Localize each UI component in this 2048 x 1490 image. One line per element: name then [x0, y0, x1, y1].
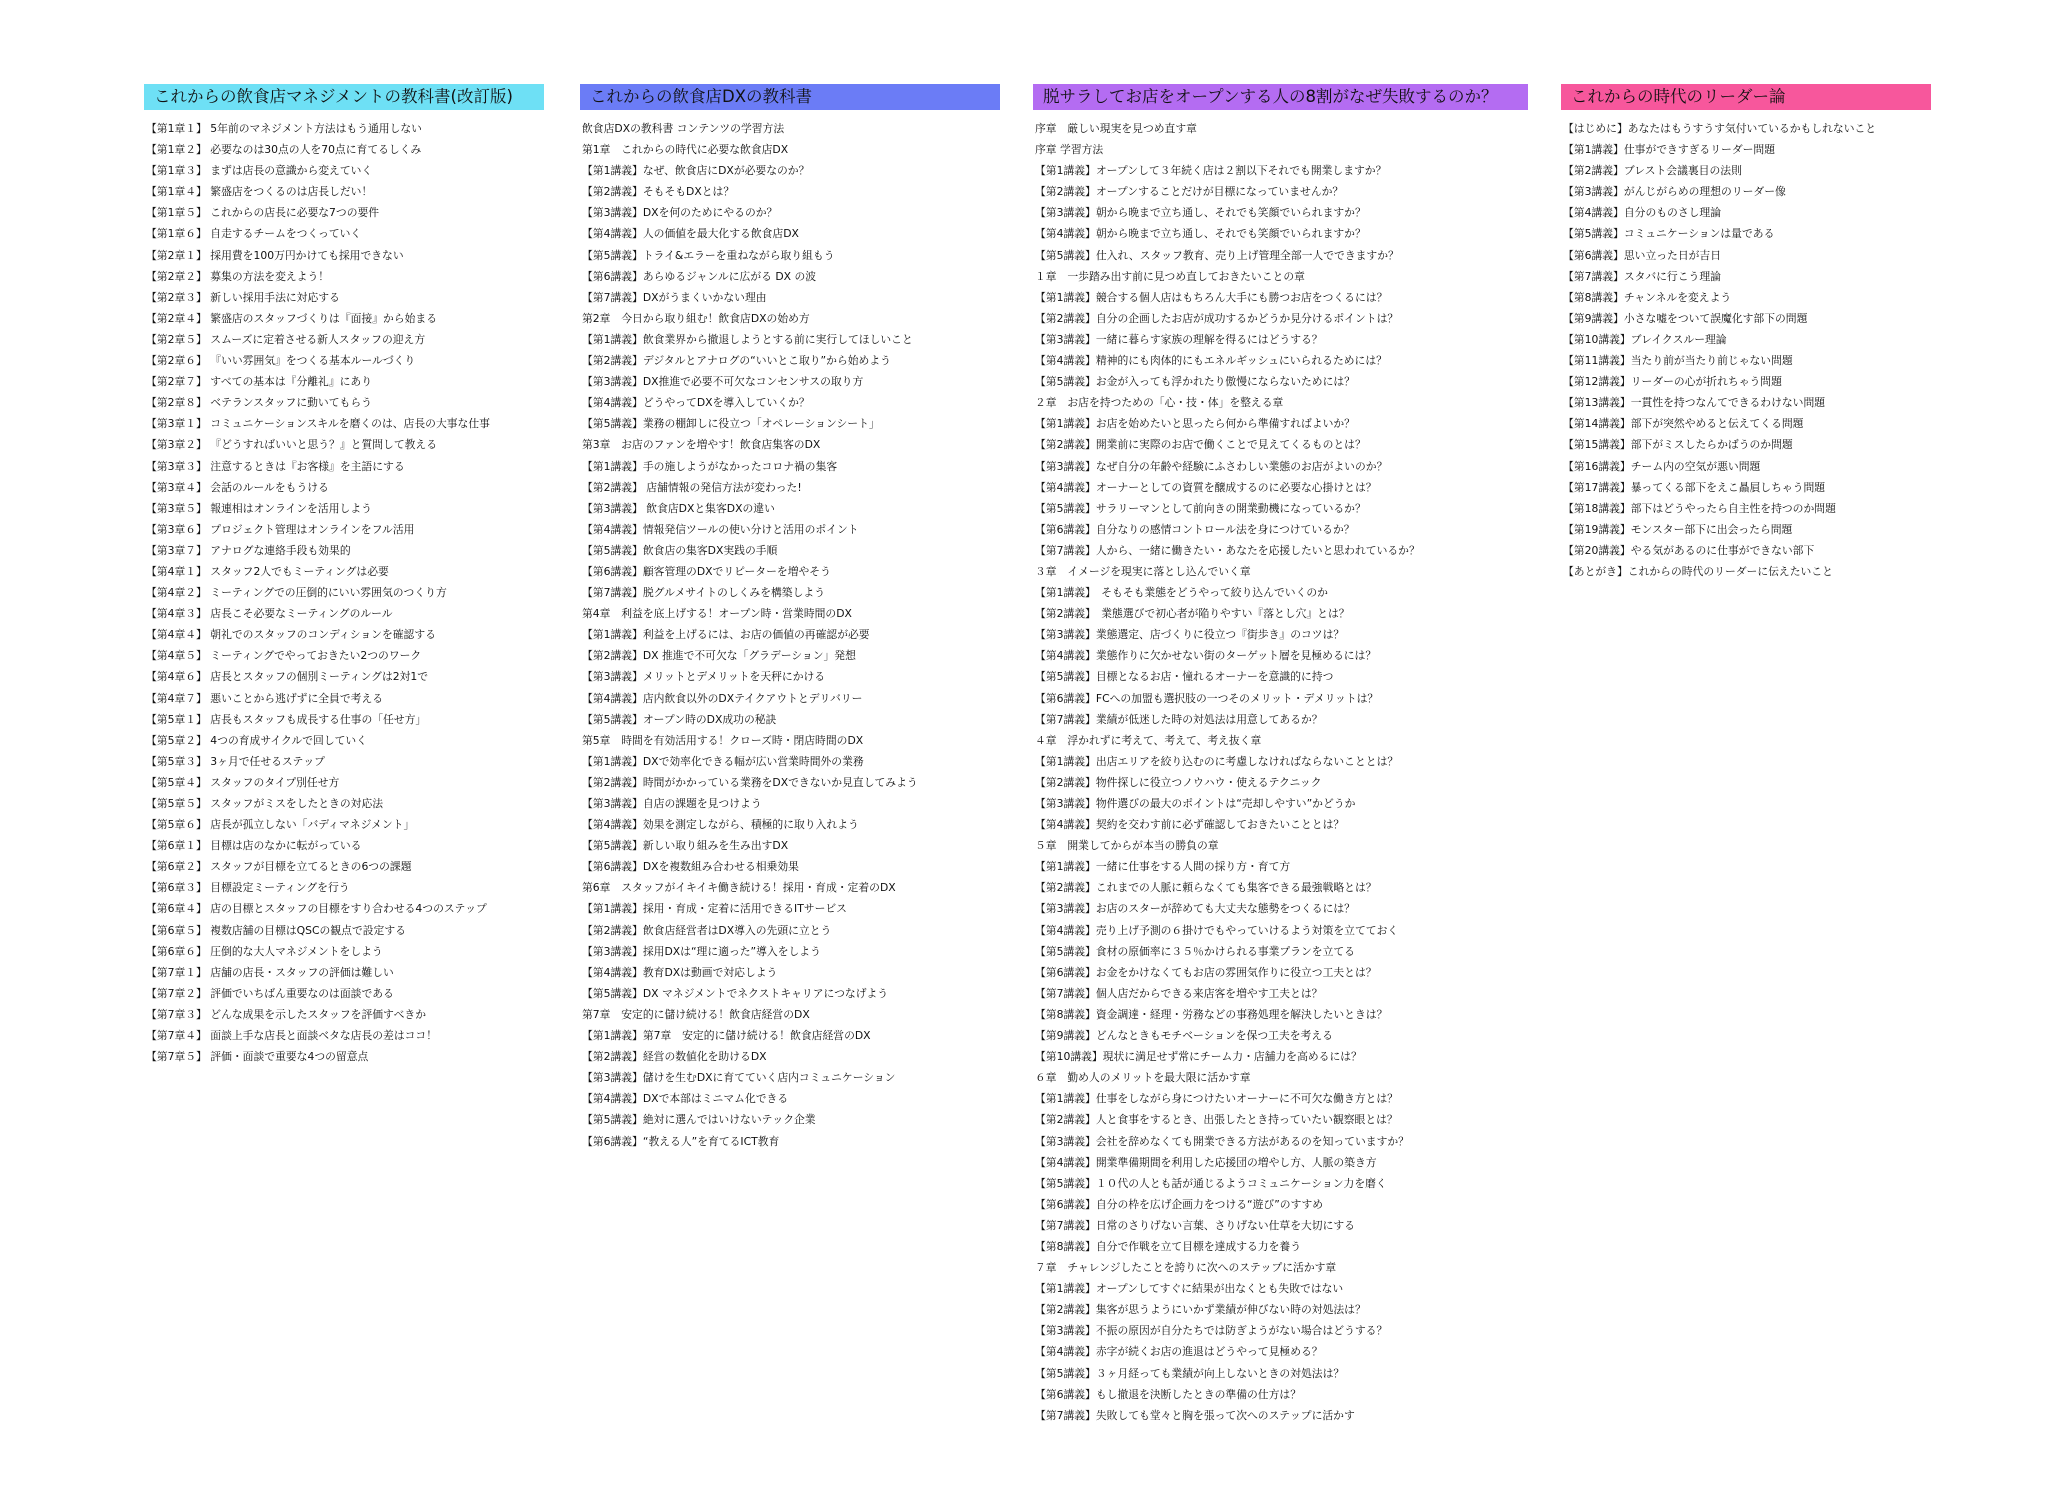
list-item: 【第5講義】業務の棚卸しに役立つ「オペレーションシート」 — [582, 417, 880, 431]
list-item: 【第5章１】 店長もスタッフも成長する仕事の「任せ方」 — [146, 712, 427, 726]
list-item: 【第2講義】 業態選びで初心者が陥りやすい『落とし穴』とは？ — [1035, 607, 1350, 621]
list-item: 【第3講義】DX推進で必要不可欠なコンセンサスの取り方 — [582, 375, 864, 389]
list-item: 【第4章４】 朝礼でのスタッフのコンディションを確認する — [146, 628, 436, 642]
list-item: 【第18講義】部下はどうやったら自主性を持つのか問題 — [1563, 501, 1836, 515]
list-item: 【第6講義】思い立った日が吉日 — [1563, 248, 1722, 262]
chapter-list — [580, 118, 1000, 1152]
column-restaurant-management — [144, 84, 544, 1067]
list-item: 【第9講義】小さな嘘をついて誤魔化す部下の問題 — [1563, 311, 1808, 325]
list-item: 【第2講義】ブレスト会議裏目の法則 — [1563, 164, 1742, 178]
list-item: 【第7講義】業績が低迷した時の対処法は用意してあるか？ — [1035, 712, 1323, 726]
list-item: 【第2章６】 『いい雰囲気』をつくる基本ルールづくり — [146, 354, 416, 368]
list-item: 【第3講義】 飲食店DXと集客DXの違い — [582, 501, 775, 515]
list-item: 第1章 これからの時代に必要な飲食店DX — [582, 143, 789, 157]
list-item: 【第6章６】 圧倒的な大人マネジメントをしよう — [146, 944, 383, 958]
list-item: 【第1講義】一緒に仕事をする人間の採り方・育て方 — [1035, 860, 1291, 874]
list-item: 【第6章４】 店の目標とスタッフの目標をすり合わせる4つのステップ — [146, 902, 487, 916]
list-item: 【第2章２】 募集の方法を変えよう！ — [146, 269, 330, 283]
list-item: 【第3章１】 コミュニケーションスキルを磨くのは、店長の大事な仕事 — [146, 417, 490, 431]
list-item: ７章 チャレンジしたことを誇りに次へのステップに活かす章 — [1035, 1261, 1337, 1275]
list-item: 【第15講義】部下がミスしたらかばうのか問題 — [1563, 438, 1793, 452]
list-item: 【第3講義】朝から晩まで立ち通し、それでも笑顔でいられますか？ — [1035, 206, 1366, 220]
list-item: 【第7章３】 どんな成果を示したスタッフを評価すべきか — [146, 1007, 427, 1021]
list-item: 【第5講義】１０代の人とも話が通じるようコミュニケーション力を磨く — [1035, 1176, 1387, 1190]
list-item: 【第2講義】物件探しに役立つノウハウ・使えるテクニック — [1035, 775, 1322, 789]
list-item: 【第2講義】そもそもDXとは？ — [582, 185, 735, 199]
list-item: 【第5講義】飲食店の集客DX実践の手順 — [582, 543, 778, 557]
list-item: 【第1講義】 そもそも業態をどうやって絞り込んでいくのか — [1035, 586, 1328, 600]
list-item: 【第5章３】 3ヶ月で任せるステップ — [146, 754, 325, 768]
list-item: 【第2講義】集客が思うようにいかず業績が伸びない時の対処法は？ — [1035, 1303, 1366, 1317]
list-item: 【第1章５】 これからの店長に必要な7つの要件 — [146, 206, 380, 220]
list-item: 【第17講義】暴ってくる部下をえこ贔屓しちゃう問題 — [1563, 480, 1826, 494]
list-item: 飲食店DXの教科書 コンテンツの学習方法 — [582, 122, 785, 135]
list-item: 【第2講義】デジタルとアナログの“いいとこ取り”から始めよう — [582, 354, 891, 368]
list-item: 【第5講義】絶対に選んではいけないテック企業 — [582, 1113, 816, 1127]
list-item: 【第19講義】モンスター部下に出会ったら問題 — [1563, 522, 1793, 536]
list-item: 【第2章５】 スムーズに定着させる新人スタッフの迎え方 — [146, 332, 426, 346]
list-item: ４章 浮かれずに考えて、考えて、考え抜く章 — [1035, 733, 1262, 747]
list-item: 【第14講義】部下が突然やめると伝えてくる問題 — [1563, 417, 1804, 431]
list-item: 【第4講義】人の価値を最大化する飲食店DX — [582, 227, 799, 241]
list-item: 【第7講義】日常のさりげない言葉、さりげない仕草を大切にする — [1035, 1218, 1355, 1232]
list-item: 【第3講義】なぜ自分の年齢や経験にふさわしい業態のお店がよいのか？ — [1035, 459, 1388, 473]
list-item: 【第1講義】DXで効率化できる幅が広い営業時間外の業務 — [582, 754, 864, 768]
list-item: 第4章 利益を底上げする！オープン時・営業時間のDX — [582, 607, 852, 621]
list-item: 【第5講義】３ヶ月経っても業績が向上しないときの対処法は？ — [1035, 1366, 1345, 1380]
list-item: 【第4章２】 ミーティングでの圧倒的にいい雰囲気のつくり方 — [146, 586, 447, 600]
list-item: 【第4章３】 店長こそ必要なミーティングのルール — [146, 607, 393, 621]
list-item: 【第1講義】出店エリアを絞り込むのに考慮しなければならないこととは？ — [1035, 754, 1399, 768]
list-item: 【第8講義】自分で作戦を立て目標を達成する力を養う — [1035, 1239, 1301, 1253]
list-item: 【第1講義】飲食業界から撤退しようとする前に実行してほしいこと — [582, 332, 913, 346]
list-item: 【第3章３】 注意するときは『お客様』を主語にする — [146, 459, 405, 473]
list-item: 【第5講義】食材の原価率に３５％かけられる事業プランを立てる — [1035, 944, 1355, 958]
list-item: 【第1章２】 必要なのは30点の人を70点に育てるしくみ — [146, 143, 422, 157]
list-item: 【第3講義】採用DXは“理に適った”導入をしよう — [582, 944, 821, 958]
list-item: 【第5講義】仕入れ、スタッフ教育、売り上げ管理全部一人でできますか？ — [1035, 248, 1399, 262]
list-item: 【第7講義】個人店だからできる来店客を増やす工夫とは？ — [1035, 986, 1323, 1000]
list-item: 【第6章２】 スタッフが目標を立てるときの6つの課題 — [146, 860, 412, 874]
list-item: 【第1講義】第7章 安定的に儲け続ける！飲食店経営のDX — [582, 1029, 871, 1043]
list-item: 【第3章５】 報連相はオンラインを活用しよう — [146, 501, 372, 515]
column-title: これからの時代のリーダー論 — [1561, 84, 1931, 110]
column-restaurant-dx — [580, 84, 1000, 1152]
list-item: 【第5章５】 スタッフがミスをしたときの対応法 — [146, 797, 384, 810]
list-item: 【第3講義】業態選定、店づくりに役立つ『街歩き』のコツは？ — [1035, 628, 1345, 642]
list-item: 【第5講義】お金が入っても浮かれたり傲慢にならないためには？ — [1035, 375, 1355, 389]
column-title: これからの飲食店マネジメントの教科書(改訂版) — [144, 84, 544, 110]
list-item: 【第4章５】 ミーティングでやっておきたい2つのワーク — [146, 649, 422, 663]
list-item: 【第4講義】DXで本部はミニマム化できる — [582, 1092, 789, 1106]
list-item: 【第6講義】自分の枠を広げ企画力をつける“遊び”のすすめ — [1035, 1197, 1324, 1211]
list-item: 【第13講義】一貫性を持つなんてできるわけない問題 — [1563, 396, 1826, 410]
list-item: 【第3講義】自店の課題を見つけよう — [582, 797, 762, 810]
list-item: 【第4講義】業態作りに欠かせない街のターゲット層を見極めるには？ — [1035, 649, 1377, 663]
list-item: 第5章 時間を有効活用する！クローズ時・閉店時間のDX — [582, 733, 864, 747]
list-item: 【第9講義】どんなときもモチベーションを保つ工夫を考える — [1035, 1029, 1333, 1043]
list-item: 【第6章３】 目標設定ミーティングを行う — [146, 881, 350, 895]
column-career-change-failure — [1033, 84, 1528, 1426]
list-item: 【第2章８】 ベテランスタッフに動いてもらう — [146, 396, 372, 410]
list-item: 【第3講義】お店のスターが辞めても大丈夫な態勢をつくるには？ — [1035, 902, 1355, 916]
list-item: 【第4講義】朝から晩まで立ち通し、それでも笑顔でいられますか？ — [1035, 227, 1366, 241]
list-item: 【第3章４】 会話のルールをもうける — [146, 480, 329, 494]
list-item: 【第2章１】 採用費を100万円かけても採用できない — [146, 248, 404, 262]
list-item: 【第4講義】開業準備期間を利用した応援団の増やし方、人脈の築き方 — [1035, 1155, 1377, 1169]
list-item: 【第4講義】情報発信ツールの使い分けと活用のポイント — [582, 522, 859, 536]
list-item: 【第7章４】 面談上手な店長と面談ベタな店長の差はココ！ — [146, 1029, 438, 1043]
list-item: 【第3章２】 『どうすればいいと思う？』と質問して教える — [146, 438, 438, 452]
list-item: 【はじめに】あなたはもうすうす気付いているかもしれないこと — [1563, 122, 1877, 135]
list-item: 【第2講義】開業前に実際のお店で働くことで見えてくるものとは？ — [1035, 438, 1366, 452]
list-item: ２章 お店を持つための「心・技・体」を整える章 — [1035, 396, 1284, 410]
list-item: 【第20講義】やる気があるのに仕事ができない部下 — [1563, 543, 1815, 557]
list-item: 【第3講義】DXを何のためにやるのか？ — [582, 206, 778, 220]
list-item: 【第6講義】あらゆるジャンルに広がる DX の波 — [582, 269, 817, 283]
chapter-list — [144, 118, 544, 1067]
list-item: 【第2講義】 店舗情報の発信方法が変わった! — [582, 480, 802, 494]
list-item: 【第4講義】店内飲食以外のDXテイクアウトとデリバリー — [582, 691, 863, 705]
list-item: 【第4講義】売り上げ予測の６掛けでもやっていけるよう対策を立てておく — [1035, 923, 1399, 937]
list-item: 【第8講義】チャンネルを変えよう — [1563, 290, 1732, 304]
list-item: 【第10講義】ブレイクスルー理論 — [1563, 332, 1727, 346]
list-item: 【第4講義】どうやってDXを導入していくか？ — [582, 396, 810, 410]
list-item: 【第7章２】 評価でいちばん重要なのは面談である — [146, 986, 394, 1000]
list-item: 【第6講義】DXを複数組み合わせる相乗効果 — [582, 860, 799, 874]
list-item: 【あとがき】これからの時代のリーダーに伝えたいこと — [1563, 564, 1833, 578]
list-item: 【第4章１】 スタッフ2人でもミーティングは必要 — [146, 564, 389, 578]
list-item: 【第1章３】 まずは店長の意識から変えていく — [146, 164, 373, 178]
list-item: 【第1講義】競合する個人店はもちろん大手にも勝つお店をつくるには？ — [1035, 290, 1388, 304]
list-item: 【第1講義】採用・育成・定着に活用できるITサービス — [582, 902, 847, 916]
list-item: 【第4講義】教育DXは動画で対応しよう — [582, 965, 778, 979]
chapter-list — [1033, 118, 1528, 1426]
list-item: 【第8講義】資金調達・経理・労務などの事務処理を解決したいときは？ — [1035, 1007, 1388, 1021]
list-item: 【第6講義】FCへの加盟も選択肢の一つそのメリット・デメリットは？ — [1035, 691, 1379, 705]
list-item: 【第6講義】もし撤退を決断したときの準備の仕方は？ — [1035, 1387, 1301, 1401]
list-item: 【第3講義】会社を辞めなくても開業できる方法があるのを知っていますか？ — [1035, 1134, 1409, 1148]
list-item: 【第6章１】 目標は店のなかに転がっている — [146, 839, 362, 853]
list-item: 【第2章７】 すべての基本は『分離礼』にあり — [146, 375, 373, 389]
list-item: 【第4章６】 店長とスタッフの個別ミーティングは2対1で — [146, 670, 429, 684]
list-item: 【第7章１】 店舗の店長・スタッフの評価は難しい — [146, 965, 394, 979]
list-item: ６章 勤め人のメリットを最大限に活かす章 — [1035, 1071, 1251, 1085]
list-item: 【第10講義】現状に満足せず常にチーム力・店舗力を高めるには？ — [1035, 1050, 1362, 1064]
list-item: 【第4講義】自分のものさし理論 — [1563, 206, 1722, 220]
list-item: 【第1講義】仕事ができすぎるリーダー問題 — [1563, 143, 1776, 157]
list-item: 【第7講義】脱グルメサイトのしくみを構築しよう — [582, 586, 825, 600]
list-item: 【第7講義】スタバに行こう理論 — [1563, 269, 1721, 283]
list-item: 第3章 お店のファンを増やす！飲食店集客のDX — [582, 438, 821, 452]
list-item: 【第5章２】 4つの育成サイクルで回していく — [146, 733, 368, 747]
list-item: 【第1講義】利益を上げるには、お店の価値の再確認が必要 — [582, 628, 870, 642]
list-item: 【第16講義】チーム内の空気が悪い問題 — [1563, 459, 1761, 473]
list-item: 【第3章６】 プロジェクト管理はオンラインをフル活用 — [146, 522, 415, 536]
list-item: 【第1章４】 繁盛店をつくるのは店長しだい！ — [146, 185, 373, 199]
list-item: ３章 イメージを現実に落とし込んでいく章 — [1035, 564, 1251, 578]
list-item: 【第4章７】 悪いことから逃げずに全員で考える — [146, 691, 384, 705]
list-item: 【第12講義】リーダーの心が折れちゃう問題 — [1563, 375, 1782, 389]
list-item: 【第3講義】メリットとデメリットを天秤にかける — [582, 670, 826, 684]
list-item: 【第5講義】DX マネジメントでネクストキャリアにつなげよう — [582, 986, 889, 1000]
list-item: 【第4講義】効果を測定しながら、積極的に取り入れよう — [582, 818, 859, 832]
list-item: 【第1講義】仕事をしながら身につけたいオーナーに不可欠な働き方とは？ — [1035, 1092, 1398, 1106]
column-title: 脱サラしてお店をオープンする人の8割がなぜ失敗するのか？ — [1033, 84, 1528, 110]
list-item: 【第2講義】オープンすることだけが目標になっていませんか？ — [1035, 185, 1344, 199]
list-item: 【第3章７】 アナログな連絡手段も効果的 — [146, 543, 351, 557]
list-item: ５章 開業してからが本当の勝負の章 — [1035, 839, 1219, 853]
list-item: 【第1章１】 5年前のマネジメント方法はもう通用しない — [146, 122, 422, 135]
list-item: 第2章 今日から取り組む！飲食店DXの始め方 — [582, 311, 810, 325]
list-item: 【第1講義】なぜ、飲食店にDXが必要なのか？ — [582, 164, 810, 178]
list-item: 【第2講義】これまでの人脈に頼らなくても集客できる最強戦略とは？ — [1035, 881, 1377, 895]
list-item: 【第2章４】 繁盛店のスタッフづくりは『面接』から始まる — [146, 311, 438, 325]
column-title: これからの飲食店DXの教科書 — [580, 84, 1000, 110]
list-item: 【第5講義】サラリーマンとして前向きの開業動機になっているか？ — [1035, 501, 1366, 515]
list-item: 第7章 安定的に儲け続ける！飲食店経営のDX — [582, 1007, 810, 1021]
list-item: 【第4講義】契約を交わす前に必ず確認しておきたいこととは？ — [1035, 818, 1345, 832]
column-leadership — [1561, 84, 1931, 582]
list-item: 【第5講義】新しい取り組みを生み出すDX — [582, 839, 789, 853]
list-item: 【第2章３】 新しい採用手法に対応する — [146, 290, 340, 304]
list-item: 【第1章６】 自走するチームをつくっていく — [146, 227, 362, 241]
list-item: 【第5講義】目標となるお店・憧れるオーナーを意識的に持つ — [1035, 670, 1334, 684]
list-item: 序章 学習方法 — [1035, 143, 1104, 157]
list-item: 【第5章６】 店長が孤立しない「バディマネジメント」 — [146, 818, 415, 832]
list-item: 【第1講義】手の施しようがなかったコロナ禍の集客 — [582, 459, 838, 473]
list-item: 【第6講義】自分なりの感情コントロール法を身につけているか？ — [1035, 522, 1355, 536]
list-item: 【第5講義】オープン時のDX成功の秘訣 — [582, 712, 777, 726]
list-item: 【第1講義】オープンしてすぐに結果が出なくとも失敗ではない — [1035, 1282, 1344, 1296]
list-item: 【第2講義】人と食事をするとき、出張したとき持っていたい観察眼とは？ — [1035, 1113, 1398, 1127]
list-item: 【第7講義】失敗しても堂々と胸を張って次へのステップに活かす — [1035, 1408, 1355, 1422]
list-item: 【第5章４】 スタッフのタイプ別任せ方 — [146, 775, 340, 789]
list-item: 【第5講義】トライ&エラーを重ねながら取り組もう — [582, 248, 835, 262]
list-item: 【第6章５】 複数店舗の目標はQSCの観点で設定する — [146, 923, 406, 937]
list-item: 【第2講義】DX 推進で不可欠な「グラデーション」発想 — [582, 649, 856, 663]
list-item: 【第4講義】赤字が続くお店の進退はどうやって見極める？ — [1035, 1345, 1323, 1359]
list-item: 【第2講義】経営の数値化を助けるDX — [582, 1050, 767, 1064]
list-item: 【第1講義】オープンして３年続く店は２割以下それでも開業しますか？ — [1035, 164, 1387, 178]
list-item: 【第3講義】がんじがらめの理想のリーダー像 — [1563, 185, 1786, 199]
list-item: 【第3講義】一緒に暮らす家族の理解を得るにはどうする？ — [1035, 332, 1323, 346]
list-item: 第6章 スタッフがイキイキ働き続ける！採用・育成・定着のDX — [582, 881, 896, 895]
list-item: 【第6講義】“教える人”を育てるICT教育 — [582, 1134, 780, 1148]
list-item: 序章 厳しい現実を見つめ直す章 — [1035, 122, 1197, 135]
list-item: 【第3講義】不振の原因が自分たちでは防ぎようがない場合はどうする？ — [1035, 1324, 1388, 1338]
list-item: 【第1講義】お店を始めたいと思ったら何から準備すればよいか？ — [1035, 417, 1355, 431]
list-item: 【第4講義】精神的にも肉体的にもエネルギッシュにいられるためには？ — [1035, 354, 1387, 368]
list-item: 【第3講義】物件選びの最大のポイントは“売却しやすい”かどうか — [1035, 797, 1356, 810]
list-item: 【第7講義】DXがうまくいかない理由 — [582, 290, 767, 304]
list-item: 【第6講義】お金をかけなくてもお店の雰囲気作りに役立つ工夫とは？ — [1035, 965, 1377, 979]
list-item: 【第5講義】コミュニケーションは量である — [1563, 227, 1775, 241]
list-item: 【第4講義】オーナーとしての資質を醸成するのに必要な心掛けとは？ — [1035, 480, 1377, 494]
list-item: 【第3講義】儲けを生むDXに育てていく店内コミュニケーション — [582, 1071, 896, 1085]
chapter-list — [1561, 118, 1931, 582]
list-item: 【第2講義】時間がかかっている業務をDXできないか見直してみよう — [582, 775, 918, 789]
list-item: １章 一歩踏み出す前に見つめ直しておきたいことの章 — [1035, 269, 1305, 283]
list-item: 【第2講義】飲食店経営者はDX導入の先頭に立とう — [582, 923, 832, 937]
list-item: 【第2講義】自分の企画したお店が成功するかどうか見分けるポイントは？ — [1035, 311, 1399, 325]
list-item: 【第11講義】当たり前が当たり前じゃない問題 — [1563, 354, 1793, 368]
list-item: 【第7講義】人から、一緒に働きたい・あなたを応援したいと思われているか？ — [1035, 543, 1420, 557]
list-item: 【第7章５】 評価・面談で重要な4つの留意点 — [146, 1050, 369, 1064]
list-item: 【第6講義】顧客管理のDXでリピーターを増やそう — [582, 564, 831, 578]
